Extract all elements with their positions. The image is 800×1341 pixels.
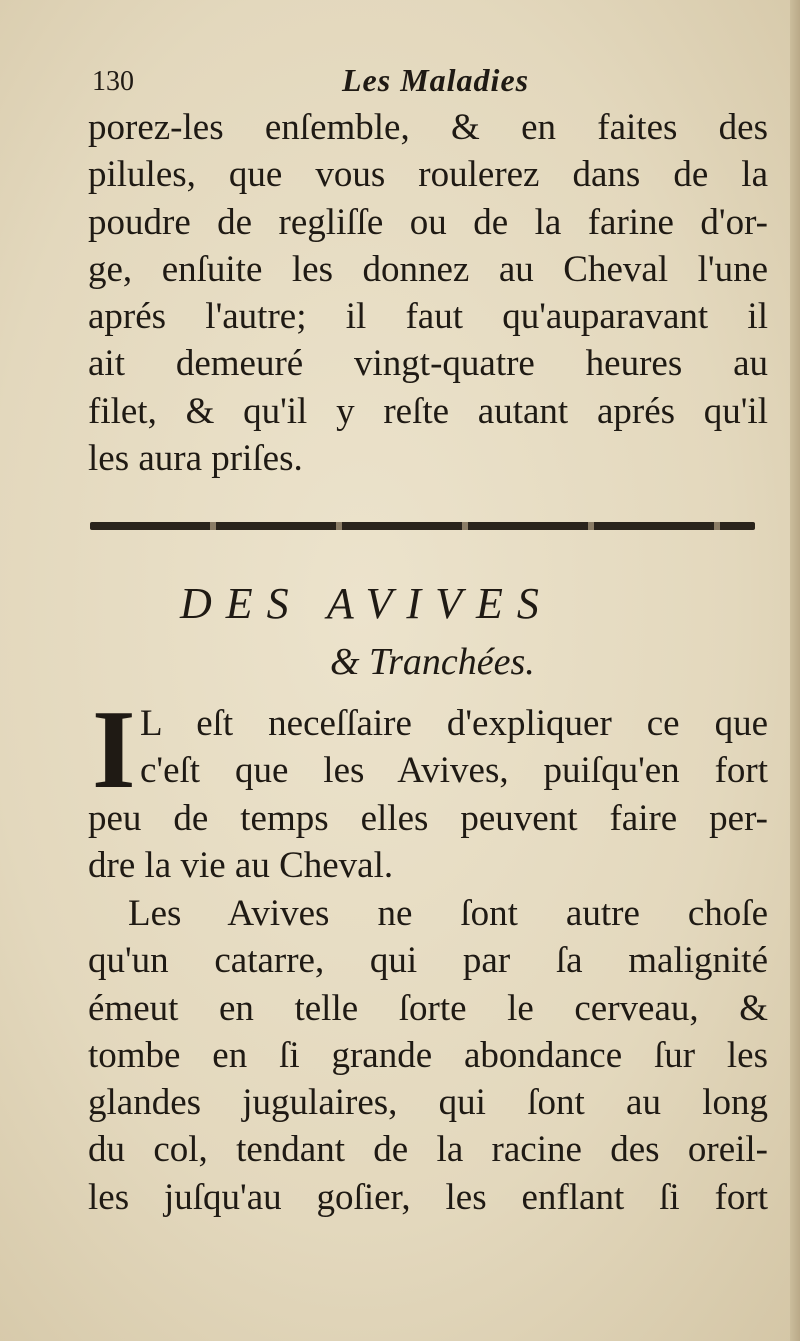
text-line: glandes jugulaires, qui ſont au long — [88, 1082, 768, 1124]
text-line: aprés l'autre; il faut qu'auparavant il — [88, 296, 768, 338]
text-line: les aura priſes. — [88, 438, 303, 480]
running-title: Les Maladies — [342, 62, 530, 98]
text-line: du col, tendant de la racine des oreil- — [88, 1129, 768, 1171]
text-line: les juſqu'au goſier, les enflant ſi fort — [88, 1176, 768, 1218]
text-line: filet, & qu'il y reſte autant aprés qu'il — [88, 390, 768, 432]
text-line: qu'un catarre, qui par ſa malignité — [88, 940, 768, 982]
section-divider-rule — [90, 522, 755, 530]
page-number: 130 — [92, 66, 134, 97]
drop-cap: I — [92, 688, 136, 812]
section-title: DES AVIVES — [180, 579, 553, 628]
text-line: tombe en ſi grande abondance ſur les — [88, 1034, 768, 1076]
text-line: émeut en telle ſorte le cerveau, & — [88, 987, 768, 1029]
paragraph-2 — [88, 688, 768, 889]
text-line: L eſt neceſſaire d'expliquer ce que — [140, 703, 768, 744]
page-header — [92, 58, 762, 98]
page-edge — [790, 0, 800, 1341]
paragraph-3 — [88, 890, 768, 1221]
text-line: porez-les enſemble, & en faites des — [88, 107, 768, 148]
text-line: Les Avives ne ſont autre choſe — [128, 893, 768, 934]
text-line: dre la vie au Cheval. — [88, 844, 394, 886]
text-line: ge, enſuite les donnez au Cheval l'une — [88, 248, 768, 290]
text-line: ait demeuré vingt-quatre heures au — [88, 343, 768, 385]
paragraph-1 — [88, 104, 768, 482]
text-line: poudre de regliſſe ou de la farine d'or- — [88, 201, 768, 243]
section-subtitle: & Tranchées. — [330, 641, 535, 683]
text-line: c'eſt que les Avives, puiſqu'en fort — [140, 750, 768, 792]
text-line: peu de temps elles peuvent faire per- — [88, 797, 768, 839]
text-line: pilules, que vous roulerez dans de la — [88, 154, 768, 196]
